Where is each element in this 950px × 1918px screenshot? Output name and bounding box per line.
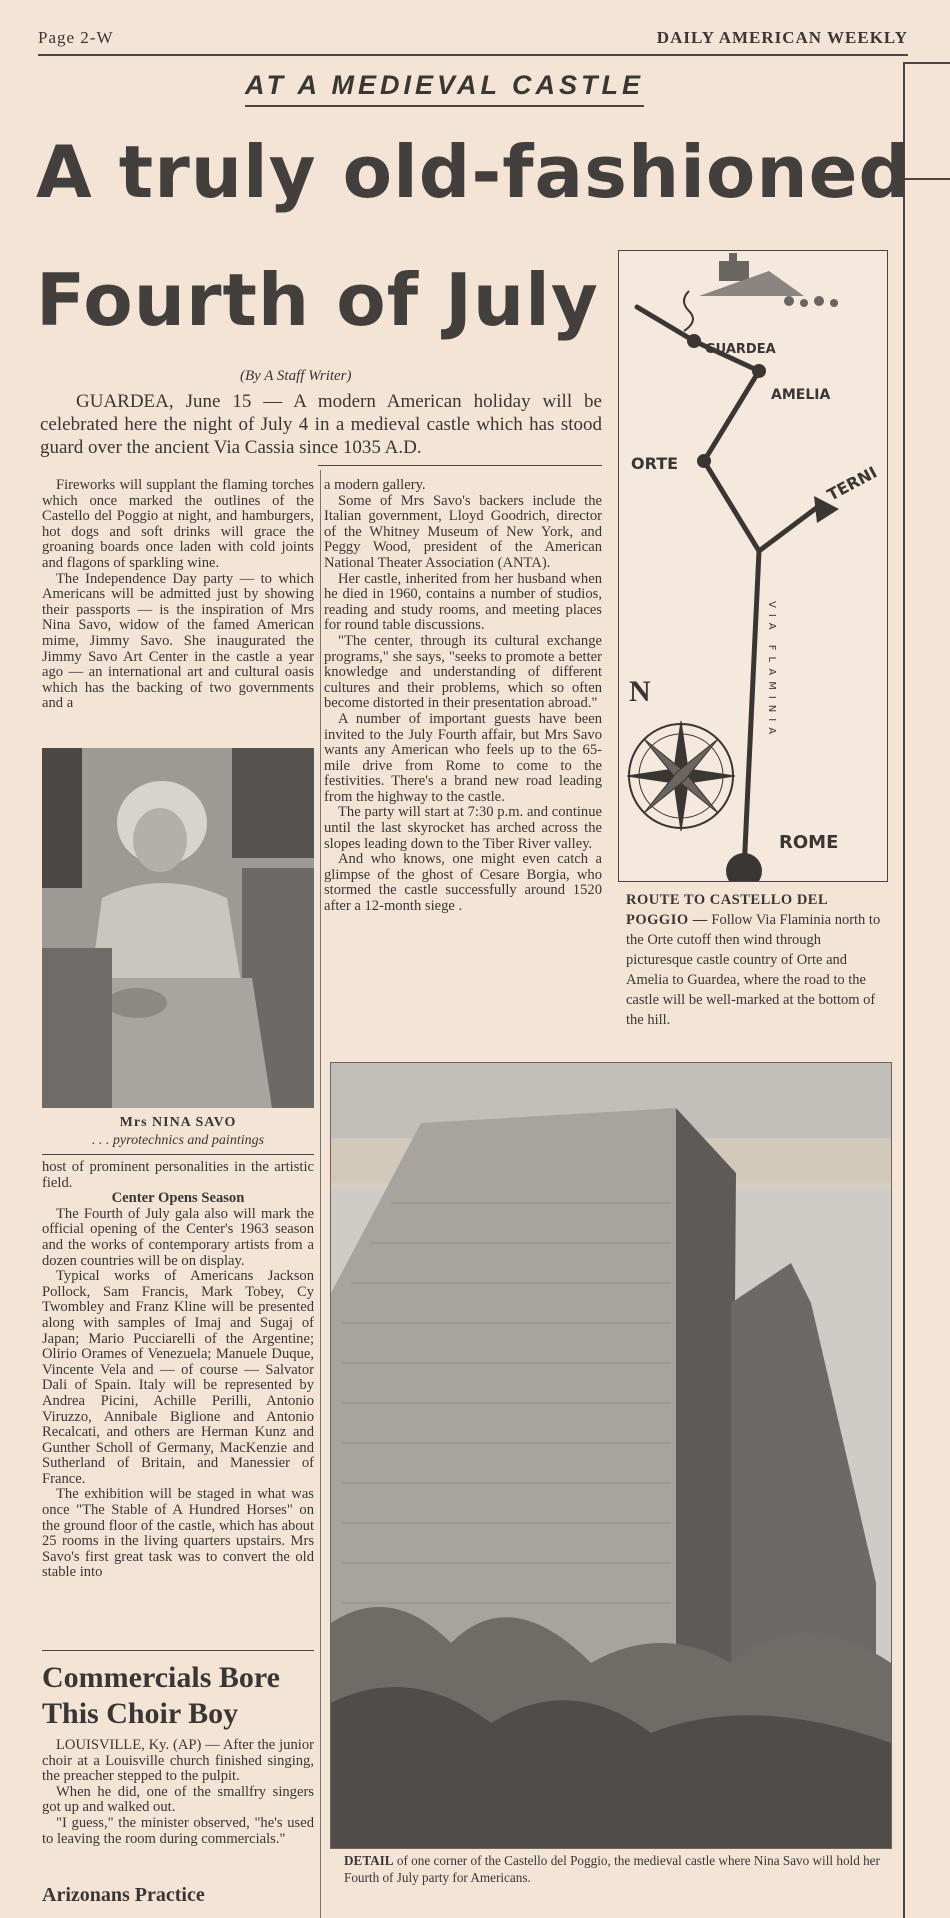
- caption-subtitle: . . . pyrotechnics and paintings: [91, 1133, 265, 1148]
- next-story-headline: Arizonans Practice: [42, 1884, 205, 1906]
- compass-rose-icon: [627, 721, 735, 831]
- town-dot: [752, 364, 766, 378]
- map-label-terni: TERNI: [823, 462, 881, 505]
- paragraph: And who knows, one might even catch a glimpse of the ghost of Cesare Borgia, who stormed the castle successfully around 1520 after a 12-month siege .: [324, 851, 602, 915]
- rome-marker: [726, 853, 762, 881]
- portrait-illustration: [42, 748, 314, 1108]
- photo-castle: [330, 1062, 892, 1849]
- lead-paragraph: GUARDEA, June 15 — A modern American holiday will be celebrated here the night of July 4 in a medieval castle which has stood guard over the ancient Via Cassia since 1035 A.D.: [40, 391, 602, 458]
- route-map: [618, 250, 888, 882]
- paragraph: The party will start at 7:30 p.m. and continue until the last skyrocket has arched across the slopes leading down to the Tiber River valley.: [324, 804, 602, 852]
- paragraph: "I guess," the minister observed, "he's used to leaving the room during commercials.": [42, 1814, 314, 1847]
- castle-caption-lead: DETAIL: [344, 1853, 394, 1868]
- town-dot: [697, 454, 711, 468]
- subheading: Center Opens Season: [111, 1190, 245, 1207]
- map-label-north: N: [629, 675, 651, 708]
- lead-rule: [318, 465, 602, 466]
- town-dot: [687, 334, 701, 348]
- article-column-2: [324, 478, 602, 915]
- map-label-amelia: AMELIA: [771, 387, 831, 403]
- photo-caption-nina: [42, 1114, 314, 1150]
- caption-name: Mrs NINA SAVO: [119, 1115, 237, 1130]
- paragraph: When he did, one of the smallfry singers got up and walked out.: [42, 1783, 314, 1816]
- paragraph: The Independence Day party — to which Americans will be admitted just by showing their passports — is the inspiration of Mrs Nina Savo, widow of the famed American mime, Jimmy Savo. She inaugurated the Jimmy Savo Art Center in the castle a year ago — an international art and cultural oasis which has the backing of two governments and a: [42, 570, 314, 712]
- castle-illustration: [331, 1063, 891, 1848]
- newspaper-name: DAILY AMERICAN WEEKLY: [656, 28, 908, 47]
- map-caption: [626, 890, 888, 1030]
- article-column-1: [42, 478, 314, 712]
- paragraph: The Fourth of July gala also will mark the official opening of the Center's 1963 season and the works of contemporary artists from a dozen countries will be on display.: [42, 1205, 314, 1269]
- article-column-1-continued: [42, 1160, 314, 1581]
- commercials-story: [42, 1738, 314, 1847]
- castle-caption-text: of one corner of the Castello del Poggio, the medieval castle where Nina Savo will hold her Fourth of July party for Americans.: [344, 1853, 880, 1885]
- paragraph: Her castle, inherited from her husband when he died in 1960, contains a number of studios, reading and study rooms, and meeting places for round table discussions.: [324, 570, 602, 634]
- caption-rule: [42, 1154, 314, 1155]
- paragraph: Some of Mrs Savo's backers include the Italian government, Lloyd Goodrich, director of the Whitney Museum of New York, and Peggy Wood, president of the American National Theater Association (ANTA).: [324, 492, 602, 571]
- masthead-rule: [38, 54, 908, 56]
- kicker: AT A MEDIEVAL CASTLE: [245, 70, 644, 107]
- page-number: Page 2-W: [38, 28, 114, 47]
- photo-nina-savo: [42, 748, 314, 1108]
- headline-line-1: A truly old-fashioned: [36, 130, 912, 214]
- paragraph: LOUISVILLE, Ky. (AP) — After the junior choir at a Louisville church finished singing, the preacher stepped to the pulpit.: [42, 1737, 314, 1785]
- headline-line-2: Fourth of July: [36, 258, 599, 342]
- byline: (By A Staff Writer): [240, 368, 352, 384]
- castle-caption: [344, 1852, 890, 1886]
- map-label-guardea: GUARDEA: [705, 342, 776, 357]
- paragraph: a modern gallery.: [324, 477, 426, 493]
- map-caption-text: Follow Via Flaminia north to the Orte cutoff then wind through picturesque castle country of Orte and Amelia to Guardea, where the road to the castle will be well-marked at the bottom of the hill.: [626, 912, 881, 1028]
- castle-icon: [699, 253, 838, 307]
- paragraph: "The center, through its cultural exchange programs," she says, "seeks to promote a better knowledge and understanding of different cultures and their problems, which so often become distorted in their presentation abroad.": [324, 632, 602, 712]
- route-map-drawing: [619, 251, 887, 881]
- paragraph: Typical works of Americans Jackson Pollock, Sam Francis, Mark Tobey, Cy Twombley and Franz Kline will be presented along with samples of Imaj and Sugaj of Japan; Mario Pucciarelli of the Argentine; Olirio Orames of Venezuela; Manuele Duque, Vincente Vela and — of course — Salvator Dali of Spain. Italy will be represented by Andrea Picini, Achille Perilli, Antonio Viruzzo, Annibale Biglione and Antonio Recalcati, and others are Herman Kunz and Gunther Scholl of Germany, MacKenzie and Sutherland of Britain, and Manessier of France.: [42, 1268, 314, 1487]
- commercials-headline: Commercials Bore This Choir Boy: [42, 1661, 280, 1730]
- map-label-rome: ROME: [779, 832, 839, 853]
- story-divider: [42, 1650, 314, 1651]
- paragraph: Fireworks will supplant the flaming torches which once marked the outlines of the Castello del Poggio at night, and hamburgers, hot dogs and soft drinks will grace the groaning boards once laden with cold joints and flagons of sparkling wine.: [42, 477, 314, 571]
- paragraph: A number of important guests have been invited to the July Fourth affair, but Mrs Savo wants any American who feels up to the 65-mile drive from Rome to come to the festivities. There's a brand new road leading from the highway to the castle.: [324, 710, 602, 805]
- page-border-right: [903, 62, 905, 1918]
- map-caption-lead: ROUTE TO CASTELLO DEL POGGIO —: [626, 892, 828, 928]
- paragraph: The exhibition will be staged in what was once "The Stable of A Hundred Horses" on the ground floor of the castle, which has about 25 rooms in the living quarters upstairs. Mrs Savo's first great task was to convert the old stable into: [42, 1486, 314, 1581]
- map-label-orte: ORTE: [631, 454, 679, 473]
- map-label-via-flaminia: VIA FLAMINIA: [766, 601, 777, 741]
- paragraph: host of prominent personalities in the artistic field.: [42, 1159, 314, 1191]
